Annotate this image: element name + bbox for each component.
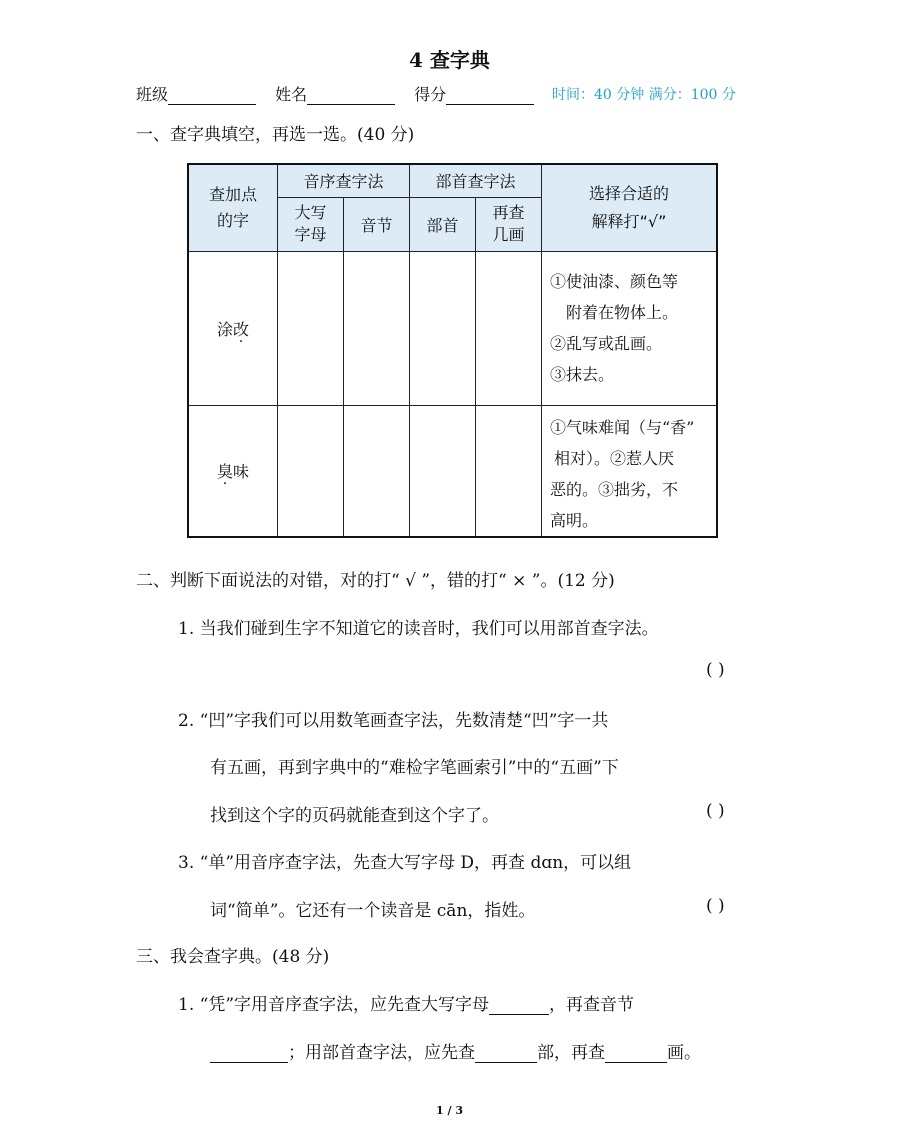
answer-cell[interactable] — [278, 405, 344, 537]
header-phonetic: 音序查字法 — [278, 164, 410, 197]
dotted-char: 臭 — [216, 462, 233, 482]
sub-radical: 部首 — [410, 197, 476, 251]
fill-blank-syllable[interactable] — [210, 1046, 288, 1063]
header-choose: 选择合适的 解释打“√” — [542, 164, 718, 251]
class-label: 班级 — [136, 85, 169, 104]
lookup-q1-line2: ；用部首查字法，应先查 部，再查 画。 — [210, 1038, 701, 1063]
fill-blank-capital[interactable] — [489, 998, 549, 1015]
table-row — [188, 405, 717, 537]
judge-item-2-line2: 有五画，再到字典中的“难检字笔画索引”中的“五画”下 — [210, 758, 619, 778]
word-cell: 涂改 — [188, 251, 278, 405]
score-blank[interactable] — [446, 88, 534, 105]
sub-strokes: 再查 几画 — [476, 197, 542, 251]
sub-syllable: 音节 — [344, 197, 410, 251]
name-blank[interactable] — [307, 88, 395, 105]
judge-item-2-line3: 找到这个字的页码就能查到这个字了。 — [210, 806, 499, 826]
word-cell: 臭味 — [188, 405, 278, 537]
name-label: 姓名 — [275, 85, 308, 104]
answer-cell[interactable] — [410, 405, 476, 537]
section1-heading: 一、查字典填空，再选一选。(40 分) — [136, 125, 415, 145]
answer-cell[interactable] — [476, 405, 542, 537]
class-blank[interactable] — [168, 88, 256, 105]
student-info — [136, 82, 534, 105]
answer-paren-1[interactable]: ( ) — [706, 660, 725, 680]
fill-blank-radical[interactable] — [475, 1046, 537, 1063]
answer-cell[interactable] — [344, 251, 410, 405]
time-info: 时间：40 分钟 满分：100 分 — [552, 87, 736, 103]
answer-paren-2[interactable]: ( ) — [706, 801, 725, 821]
dotted-char: 改 — [233, 319, 250, 339]
judge-item-3-line2: 词“简单”。它还有一个读音是 cān，指姓。 — [210, 901, 536, 921]
answer-paren-3[interactable]: ( ) — [706, 896, 725, 916]
answer-cell[interactable] — [476, 251, 542, 405]
table-row — [188, 251, 717, 405]
page-title: 4 查字典 — [409, 48, 490, 72]
lookup-q1-line1: 1. “凭”字用音序查字法，应先查大写字母 ，再查音节 — [178, 995, 635, 1015]
answer-cell[interactable] — [278, 251, 344, 405]
page-number: 1 / 3 — [436, 1104, 463, 1117]
header-char: 查加点 的字 — [188, 164, 278, 251]
explanation-cell[interactable]: ①气味难闻（与“香” 相对）。②惹人厌 恶的。③拙劣，不 高明。 — [542, 405, 718, 537]
answer-cell[interactable] — [410, 251, 476, 405]
section2-heading: 二、判断下面说法的对错，对的打“ √ ”，错的打“ × ”。(12 分) — [136, 571, 615, 591]
section3-heading: 三、我会查字典。(48 分) — [136, 947, 330, 967]
score-label: 得分 — [414, 85, 447, 104]
header-radical: 部首查字法 — [410, 164, 542, 197]
sub-capital: 大写 字母 — [278, 197, 344, 251]
fill-blank-strokes[interactable] — [605, 1046, 667, 1063]
judge-item-1: 1. 当我们碰到生字不知道它的读音时，我们可以用部首查字法。 — [178, 619, 659, 639]
answer-cell[interactable] — [344, 405, 410, 537]
judge-item-3-line1: 3. “单”用音序查字法，先查大写字母 D，再查 dɑn，可以组 — [178, 853, 632, 873]
lookup-table — [187, 163, 718, 538]
explanation-cell[interactable]: ①使油漆、颜色等 附着在物体上。 ②乱写或乱画。 ③抹去。 — [542, 251, 718, 405]
judge-item-2-line1: 2. “凹”字我们可以用数笔画查字法，先数清楚“凹”字一共 — [178, 711, 609, 731]
